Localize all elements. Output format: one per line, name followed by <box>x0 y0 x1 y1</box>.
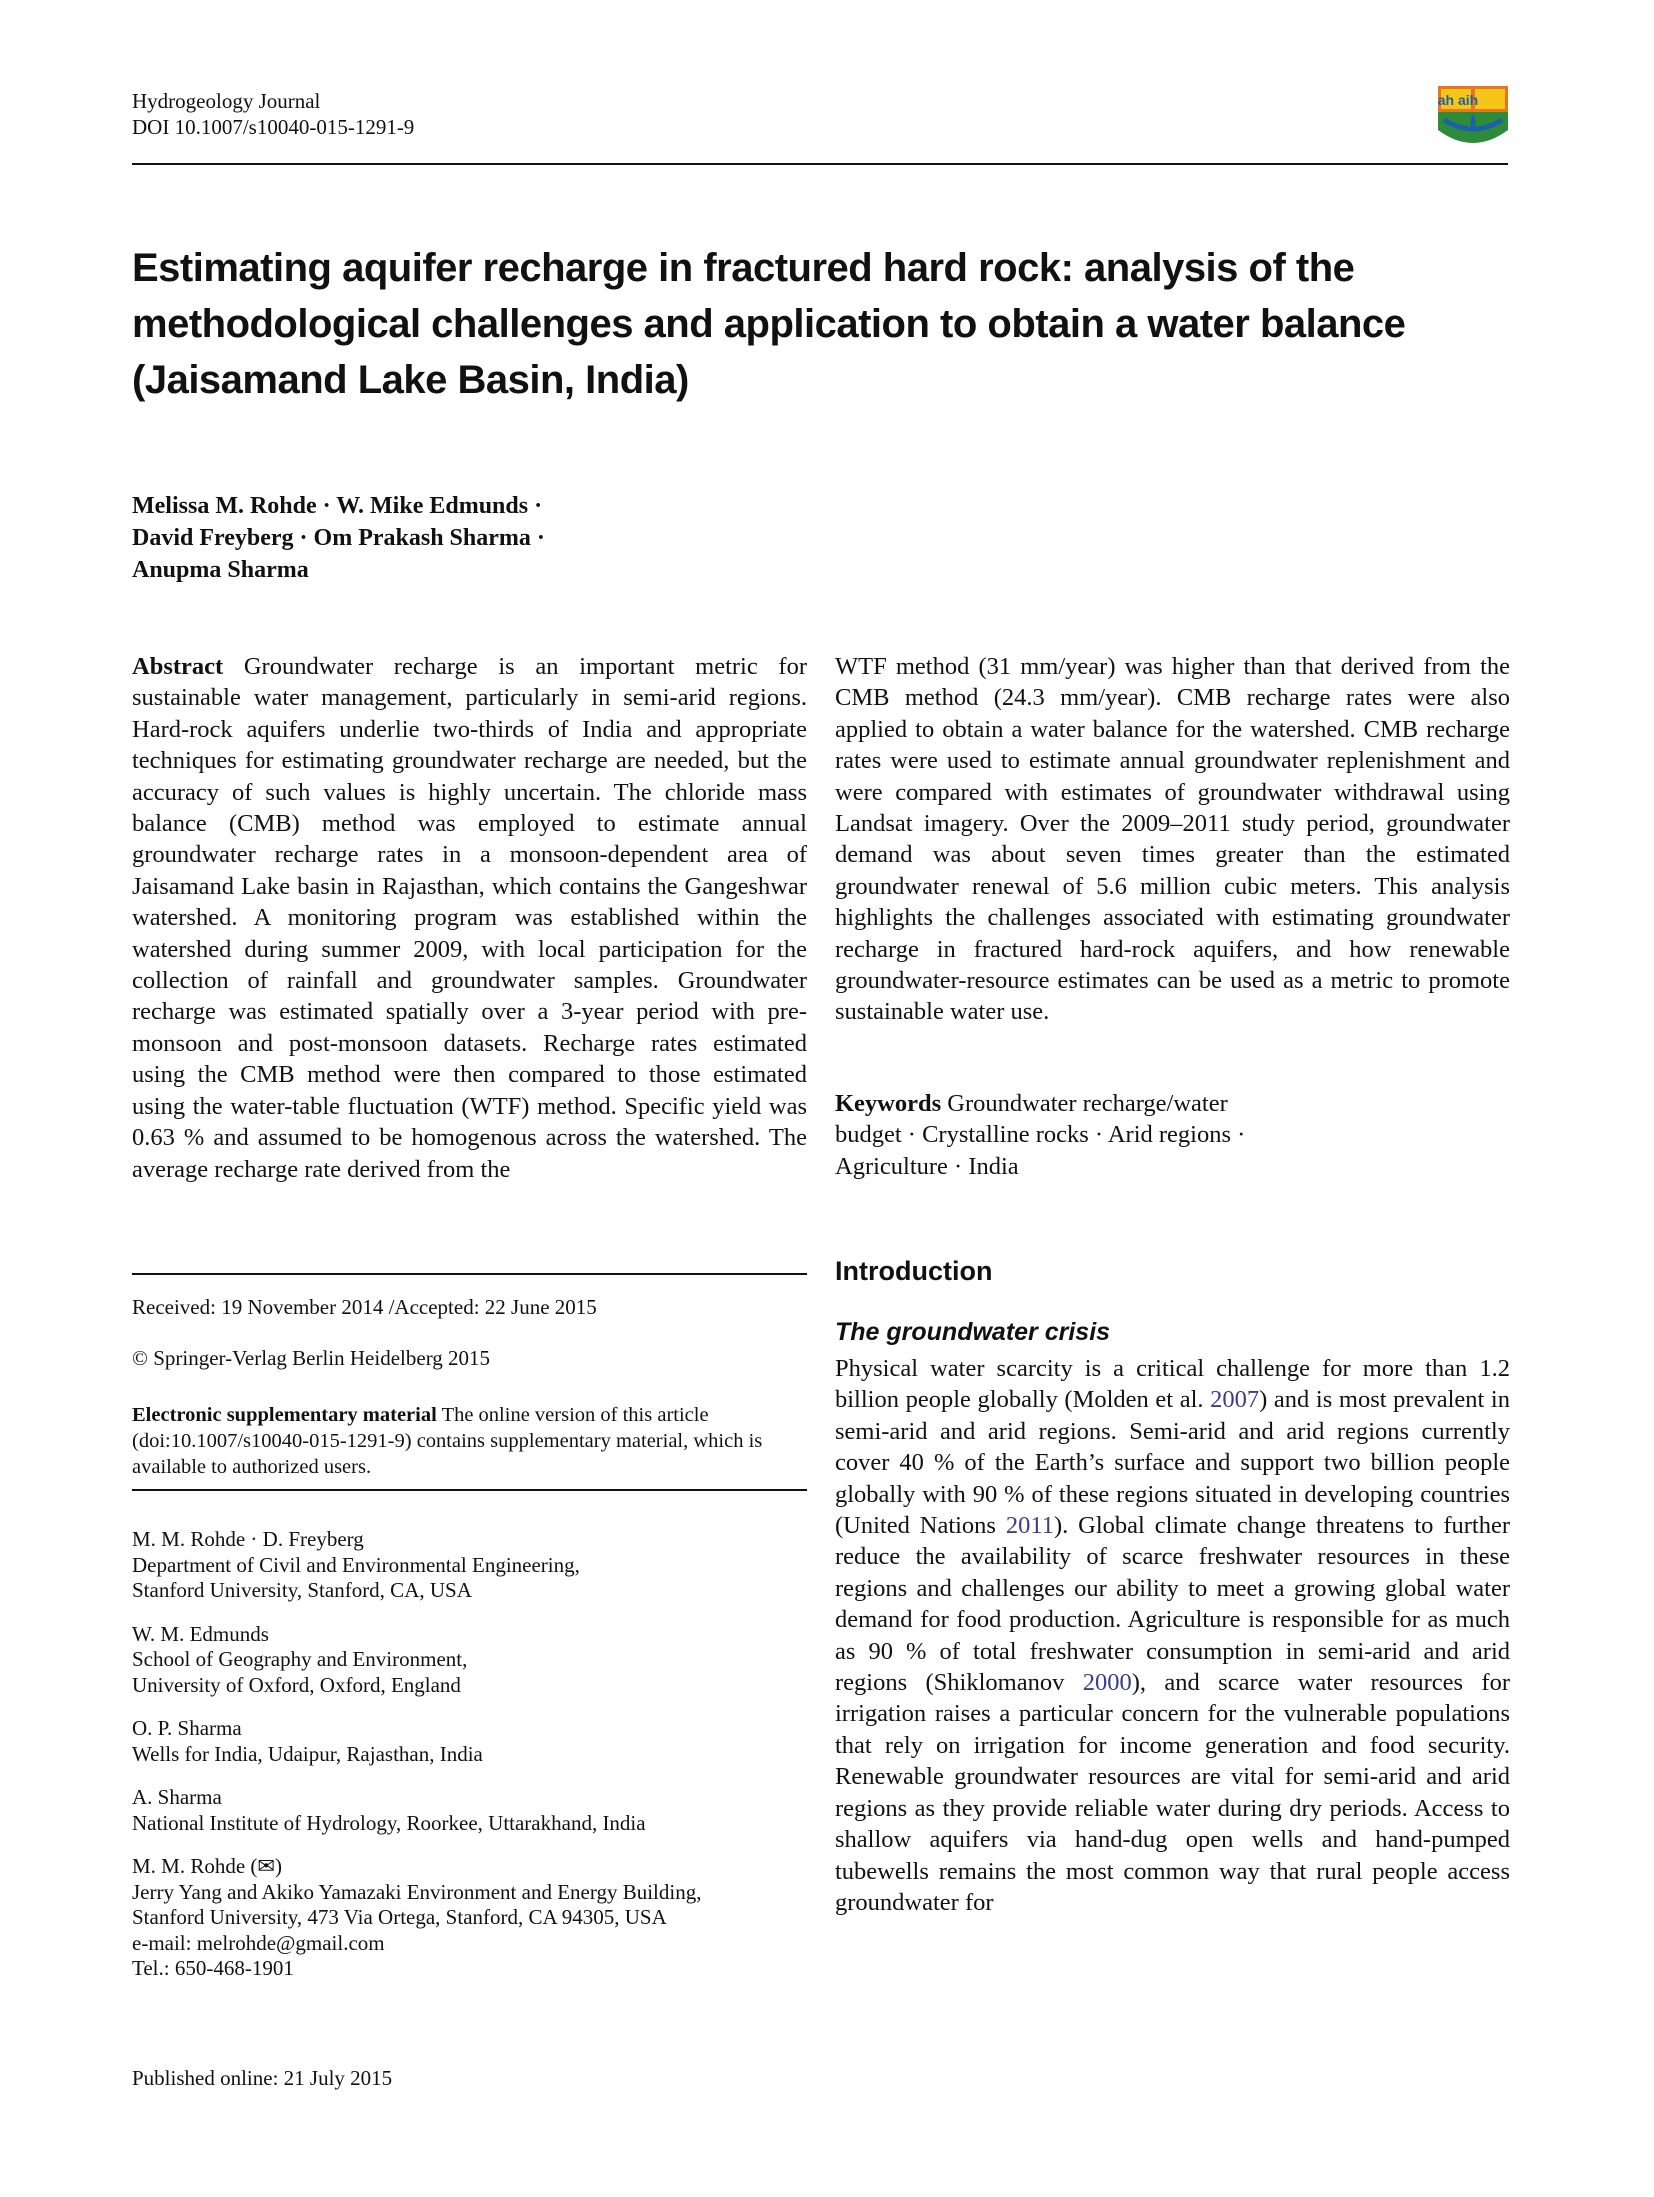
logo-text: iah aih <box>1438 92 1479 108</box>
abstract-text-left: Groundwater recharge is an important metric for sustainable water management, particularly in semi-arid regions. Hard-rock aquifers underlie two-thirds of India and appropriate techniques for estimating groundwater recharge are needed, but the accuracy of such values is highly uncertain. The chloride mass balance (CMB) method was employed to estimate annual groundwater recharge rates in a monsoon-dependent area of Jaisamand Lake basin in Rajasthan, which contains the Gangeshwar watershed. A monitoring program was established within the watershed during summer 2009, with local participation for the collection of rainfall and groundwater samples. Groundwater recharge was estimated spatially over a 3-year period with pre-monsoon and post-monsoon datasets. Recharge rates estimated using the CMB method were then compared to those estimated using the water-table fluctuation (WTF) method. Specific yield was 0.63 % and assumed to be homogenous across the watershed. The average recharge rate derived from the <box>132 653 807 1183</box>
affiliation-line: University of Oxford, Oxford, England <box>132 1672 461 1697</box>
affiliation-names: O. P. Sharma <box>132 1716 242 1740</box>
affiliation-line: National Institute of Hydrology, Roorkee, Uttarakhand, India <box>132 1810 646 1835</box>
author-list <box>132 490 545 586</box>
esm-label: Electronic supplementary material <box>132 1404 437 1426</box>
author-line-3: Anupma Sharma <box>132 557 309 583</box>
affiliation-line: Wells for India, Udaipur, Rajasthan, India <box>132 1741 483 1766</box>
esm-text: The online version of this article (doi:10.1007/s10040-015-1291-9) contains supplementary material, which is available to authorized users. <box>132 1404 763 1478</box>
introduction-text <box>835 1353 1510 1918</box>
received-date: Received: 19 November 2014 /Accepted: 22 June 2015 <box>132 1295 597 1319</box>
affiliation-line: Stanford University, Stanford, CA, USA <box>132 1578 472 1602</box>
affiliation <box>132 1716 812 1767</box>
section-heading-introduction: Introduction <box>835 1256 993 1286</box>
citation-link[interactable]: 2000 <box>1082 1669 1132 1697</box>
intro-text-segment: Physical water scarcity is a critical challenge for more than 1.2 billion people globally (Molden et al. <box>835 1355 1510 1414</box>
author-line-1: Melissa M. Rohde · W. Mike Edmunds · <box>132 493 543 519</box>
journal-name: Hydrogeology Journal <box>132 89 321 113</box>
journal-header <box>132 88 414 140</box>
affiliation <box>132 1622 812 1699</box>
abstract-label: Abstract <box>132 653 224 680</box>
affiliations <box>132 1527 812 2000</box>
keywords-text: Groundwater recharge/water budget · Crystalline rocks · Arid regions · Agriculture · India <box>835 1090 1246 1180</box>
citation-link[interactable]: 2011 <box>1005 1512 1054 1540</box>
intro-text-segment: ). Global climate change threatens to further reduce the availability of scarce freshwater resources in these regions and challenges our ability to meet a growing global water demand for food production. Agriculture is responsible for as much as 90 % of total freshwater consumption in semi-arid and arid regions (Shiklomanov <box>835 1512 1510 1697</box>
received-rule <box>132 1273 807 1275</box>
iah-aih-logo-icon <box>1438 86 1508 152</box>
affiliation-line: Jerry Yang and Akiko Yamazaki Environment and Energy Building, <box>132 1879 702 1904</box>
affiliation-line: Stanford University, 473 Via Ortega, Stanford, CA 94305, USA <box>132 1905 667 1929</box>
corresponding-author <box>132 1854 812 1982</box>
affiliation-line: School of Geography and Environment, <box>132 1647 468 1671</box>
author-line-2: David Freyberg · Om Prakash Sharma · <box>132 525 545 551</box>
corresponding-names: M. M. Rohde (✉) <box>132 1854 283 1878</box>
subsection-heading: The groundwater crisis <box>835 1318 1111 1346</box>
article-title: Estimating aquifer recharge in fractured hard rock: analysis of the methodological challenges and application to obtain a water balance (Jaisamand Lake Basin, India) <box>132 246 1406 402</box>
keywords <box>835 1088 1295 1182</box>
affiliation-line: Department of Civil and Environmental Engineering, <box>132 1552 580 1577</box>
citation-link[interactable]: 2007 <box>1210 1386 1260 1414</box>
affiliation <box>132 1785 812 1836</box>
affiliation-names: A. Sharma <box>132 1785 222 1809</box>
phone-number: Tel.: 650-468-1901 <box>132 1956 294 1980</box>
keywords-label: Keywords <box>835 1090 942 1117</box>
abstract-left-column <box>132 651 807 1185</box>
affiliation-rule <box>132 1489 807 1491</box>
affiliation <box>132 1527 812 1604</box>
supplementary-note <box>132 1402 807 1480</box>
copyright: © Springer-Verlag Berlin Heidelberg 2015 <box>132 1346 491 1370</box>
doi: DOI 10.1007/s10040-015-1291-9 <box>132 115 415 139</box>
intro-text-segment: ) and is most prevalent in semi-arid and arid regions. Semi-arid and arid regions currently cover 40 % of the Earth’s surface and support two billion people globally with 90 % of these regions situated in developing countries (United Nations <box>835 1386 1510 1540</box>
affiliation-names: W. M. Edmunds <box>132 1621 269 1646</box>
intro-text-segment: ), and scarce water resources for irrigation raises a particular concern for the vulnerable populations that rely on irrigation for income generation and food security. Renewable groundwater resources are vital for semi-arid and arid regions as they provide reliable water during dry periods. Access to shallow aquifers via hand-dug open wells and hand-pumped tubewells remains the most common way that rural people access groundwater for <box>835 1669 1510 1916</box>
published-date: Published online: 21 July 2015 <box>132 2066 393 2090</box>
header-rule <box>132 163 1508 165</box>
affiliation-names: M. M. Rohde · D. Freyberg <box>132 1527 364 1551</box>
abstract-text-right: WTF method (31 mm/year) was higher than that derived from the CMB method (24.3 mm/year). CMB recharge rates were also applied to obtain a water balance for the watershed. CMB recharge rates were used to estimate annual groundwater replenishment and were compared with estimates of groundwater withdrawal using Landsat imagery. Over the 2009–2011 study period, groundwater demand was about seven times greater than the estimated groundwater renewal of 5.6 million cubic meters. This analysis highlights the challenges associated with estimating groundwater recharge in fractured hard-rock aquifers, and how renewable groundwater-resource estimates can be used as a metric to promote sustainable water use. <box>835 653 1510 1026</box>
email-address: e-mail: melrohde@gmail.com <box>132 1930 385 1955</box>
abstract-right-column <box>835 651 1510 1028</box>
